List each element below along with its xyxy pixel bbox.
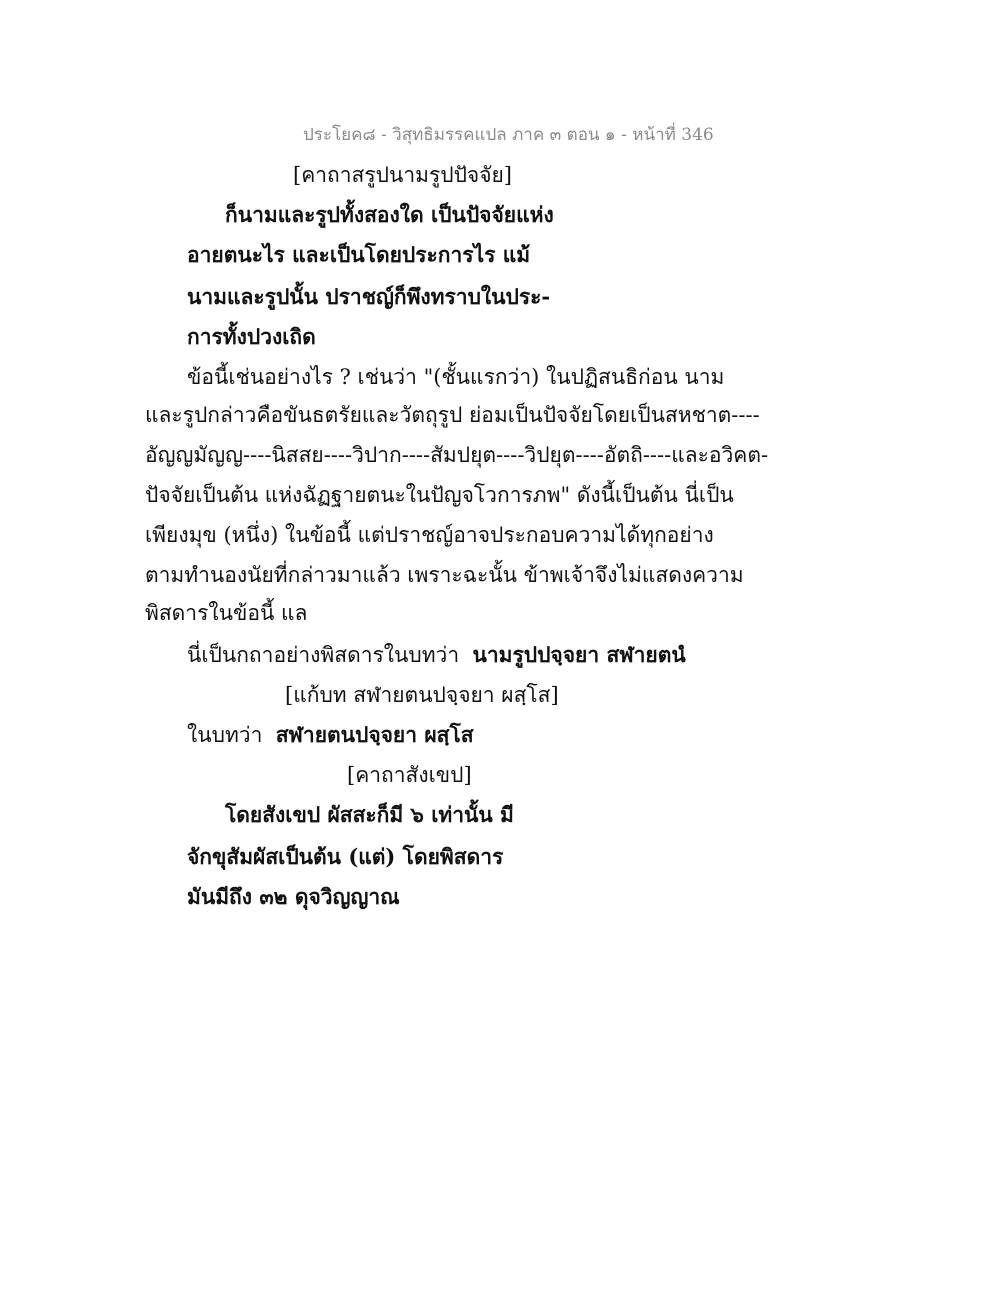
closing-text: นี่เป็นกถาอย่างพิสดารในบทว่า (187, 643, 460, 667)
section-heading-nama-rupa: [คาถาสรูปนามรูปปัจจัย] (293, 163, 513, 187)
closing-line (187, 640, 686, 670)
intro-text: ในบทว่า (187, 723, 263, 747)
verse2-line-1: โดยสังเขป ผัสสะก็มี ๖ เท่านั้น มี (225, 802, 514, 827)
section-heading-sankhepa: [คาถาสังเขป] (347, 763, 472, 787)
paragraph-line-7: พิสดารในข้อนี้ แล (145, 601, 308, 625)
verse-line-1: ก็นามและรูปทั้งสองใด เป็นปัจจัยแห่ง (225, 202, 554, 227)
page-header: ประโยค๘ - วิสุทธิมรรคแปล ภาค ๓ ตอน ๑ - หน้าที่ 346 (303, 125, 714, 145)
paragraph-line-3: อัญญมัญญ----นิสสย----วิปาก----สัมปยุต----วิปยุต----อัตถิ----และอวิคต- (145, 443, 769, 467)
paragraph-line-6: ตามทำนองนัยที่กล่าวมาแล้ว เพราะฉะนั้น ข้าพเจ้าจึงไม่แสดงความ (145, 563, 744, 587)
verse-line-3: นามและรูปนั้น ปราชญ์ก็พึงทราบในประ- (187, 284, 551, 309)
paragraph-line-4: ปัจจัยเป็นต้น แห่งฉัฏฐายตนะในปัญจโวการภพ" ดังนี้เป็นต้น นี่เป็น (145, 483, 734, 507)
verse-line-2: อายตนะไร และเป็นโดยประการไร แม้ (187, 242, 531, 267)
intro-line (187, 720, 474, 750)
verse2-line-2: จักขุสัมผัสเป็นต้น (แต่) โดยพิสดาร (187, 844, 504, 869)
intro-term: สฬายตนปจฺจยา ผสฺโส (275, 722, 474, 747)
closing-term: นามรูปปจฺจยา สฬายตนํ (472, 642, 686, 667)
verse-line-4: การทั้งปวงเถิด (187, 324, 316, 349)
paragraph-line-5: เพียงมุข (หนึ่ง) ในข้อนี้ แต่ปราชญ์อาจประกอบความได้ทุกอย่าง (145, 523, 714, 547)
paragraph-line-1: ข้อนี้เช่นอย่างไร ? เช่นว่า "(ชั้นแรกว่า) ในปฏิสนธิก่อน นาม (187, 365, 725, 389)
paragraph-line-2: และรูปกล่าวคือขันธตรัยและวัตถุรูป ย่อมเป็นปัจจัยโดยเป็นสหชาต---- (145, 403, 760, 427)
verse2-line-3: มันมีถึง ๓๒ ดุจวิญญาณ (187, 884, 400, 909)
section-heading-salayatana: [แก้บท สฬายตนปจฺจยา ผสฺโส] (285, 683, 559, 707)
